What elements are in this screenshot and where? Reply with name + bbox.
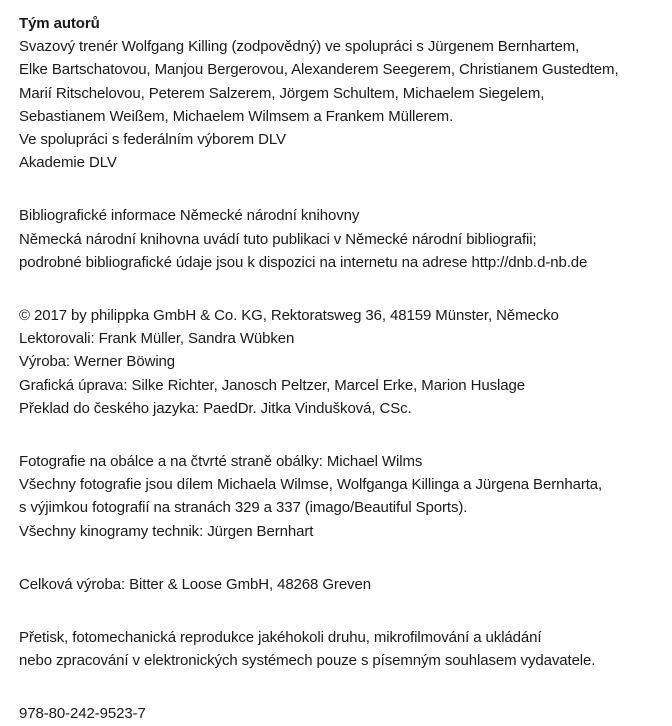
bibliography-line: podrobné bibliografické údaje jsou k dispozici na internetu na adrese http://dnb.d-nb.de — [19, 253, 588, 271]
photos-section — [19, 450, 669, 543]
rights-line: Přetisk, fotomechanická reprodukce jakéhokoli druhu, mikrofilmování a ukládání — [19, 629, 542, 647]
photos-line: Všechny fotografie jsou dílem Michaela Wilmse, Wolfganga Killinga a Jürgena Bernharta, — [19, 476, 603, 494]
rights-line: nebo zpracování v elektronických systémech pouze s písemným souhlasem vydavatele. — [19, 652, 596, 670]
authors-line: Svazový trenér Wolfgang Killing (zodpovědný) ve spolupráci s Jürgenem Bernhartem, — [19, 38, 580, 56]
authors-section — [19, 12, 669, 174]
photos-line: Všechny kinogramy technik: Jürgen Bernhart — [19, 522, 314, 540]
publisher-line: © 2017 by philippka GmbH & Co. KG, Rektoratsweg 36, 48159 Münster, Německo — [19, 307, 559, 325]
publisher-line: Překlad do českého jazyka: PaedDr. Jitka Vindušková, CSc. — [19, 399, 412, 417]
imprint-page — [19, 12, 669, 726]
isbn-section — [19, 702, 669, 725]
publisher-section — [19, 304, 669, 420]
photos-line: Fotografie na obálce a na čtvrté straně obálky: Michael Wilms — [19, 453, 423, 471]
bibliography-line: Bibliografické informace Německé národní knihovny — [19, 207, 360, 225]
publisher-line: Grafická úprava: Silke Richter, Janosch Peltzer, Marcel Erke, Marion Huslage — [19, 376, 525, 394]
authors-line: Sebastianem Weißem, Michaelem Wilmsem a Frankem Müllerem. — [19, 107, 454, 125]
photos-line: s výjimkou fotografií na stranách 329 a 337 (imago/Beautiful Sports). — [19, 499, 468, 517]
rights-section — [19, 626, 669, 672]
authors-line: Ve spolupráci s federálním výborem DLV — [19, 131, 286, 149]
authors-line: Akademie DLV — [19, 154, 117, 172]
publisher-line: Výroba: Werner Böwing — [19, 353, 176, 371]
isbn: 978-80-242-9523-7 — [19, 705, 146, 723]
bibliography-section — [19, 204, 669, 274]
production-line: Celková výroba: Bitter & Loose GmbH, 48268 Greven — [19, 575, 371, 593]
authors-heading: Tým autorů — [19, 15, 100, 32]
authors-line: Elke Bartschatovou, Manjou Bergerovou, Alexanderem Seegerem, Christianem Gustedtem, — [19, 61, 619, 79]
production-section — [19, 573, 669, 596]
publisher-line: Lektorovali: Frank Müller, Sandra Wübken — [19, 330, 295, 348]
bibliography-line: Německá národní knihovna uvádí tuto publikaci v Německé národní bibliografii; — [19, 230, 537, 248]
authors-line: Marií Ritschelovou, Peterem Salzerem, Jörgem Schultem, Michaelem Siegelem, — [19, 84, 545, 102]
